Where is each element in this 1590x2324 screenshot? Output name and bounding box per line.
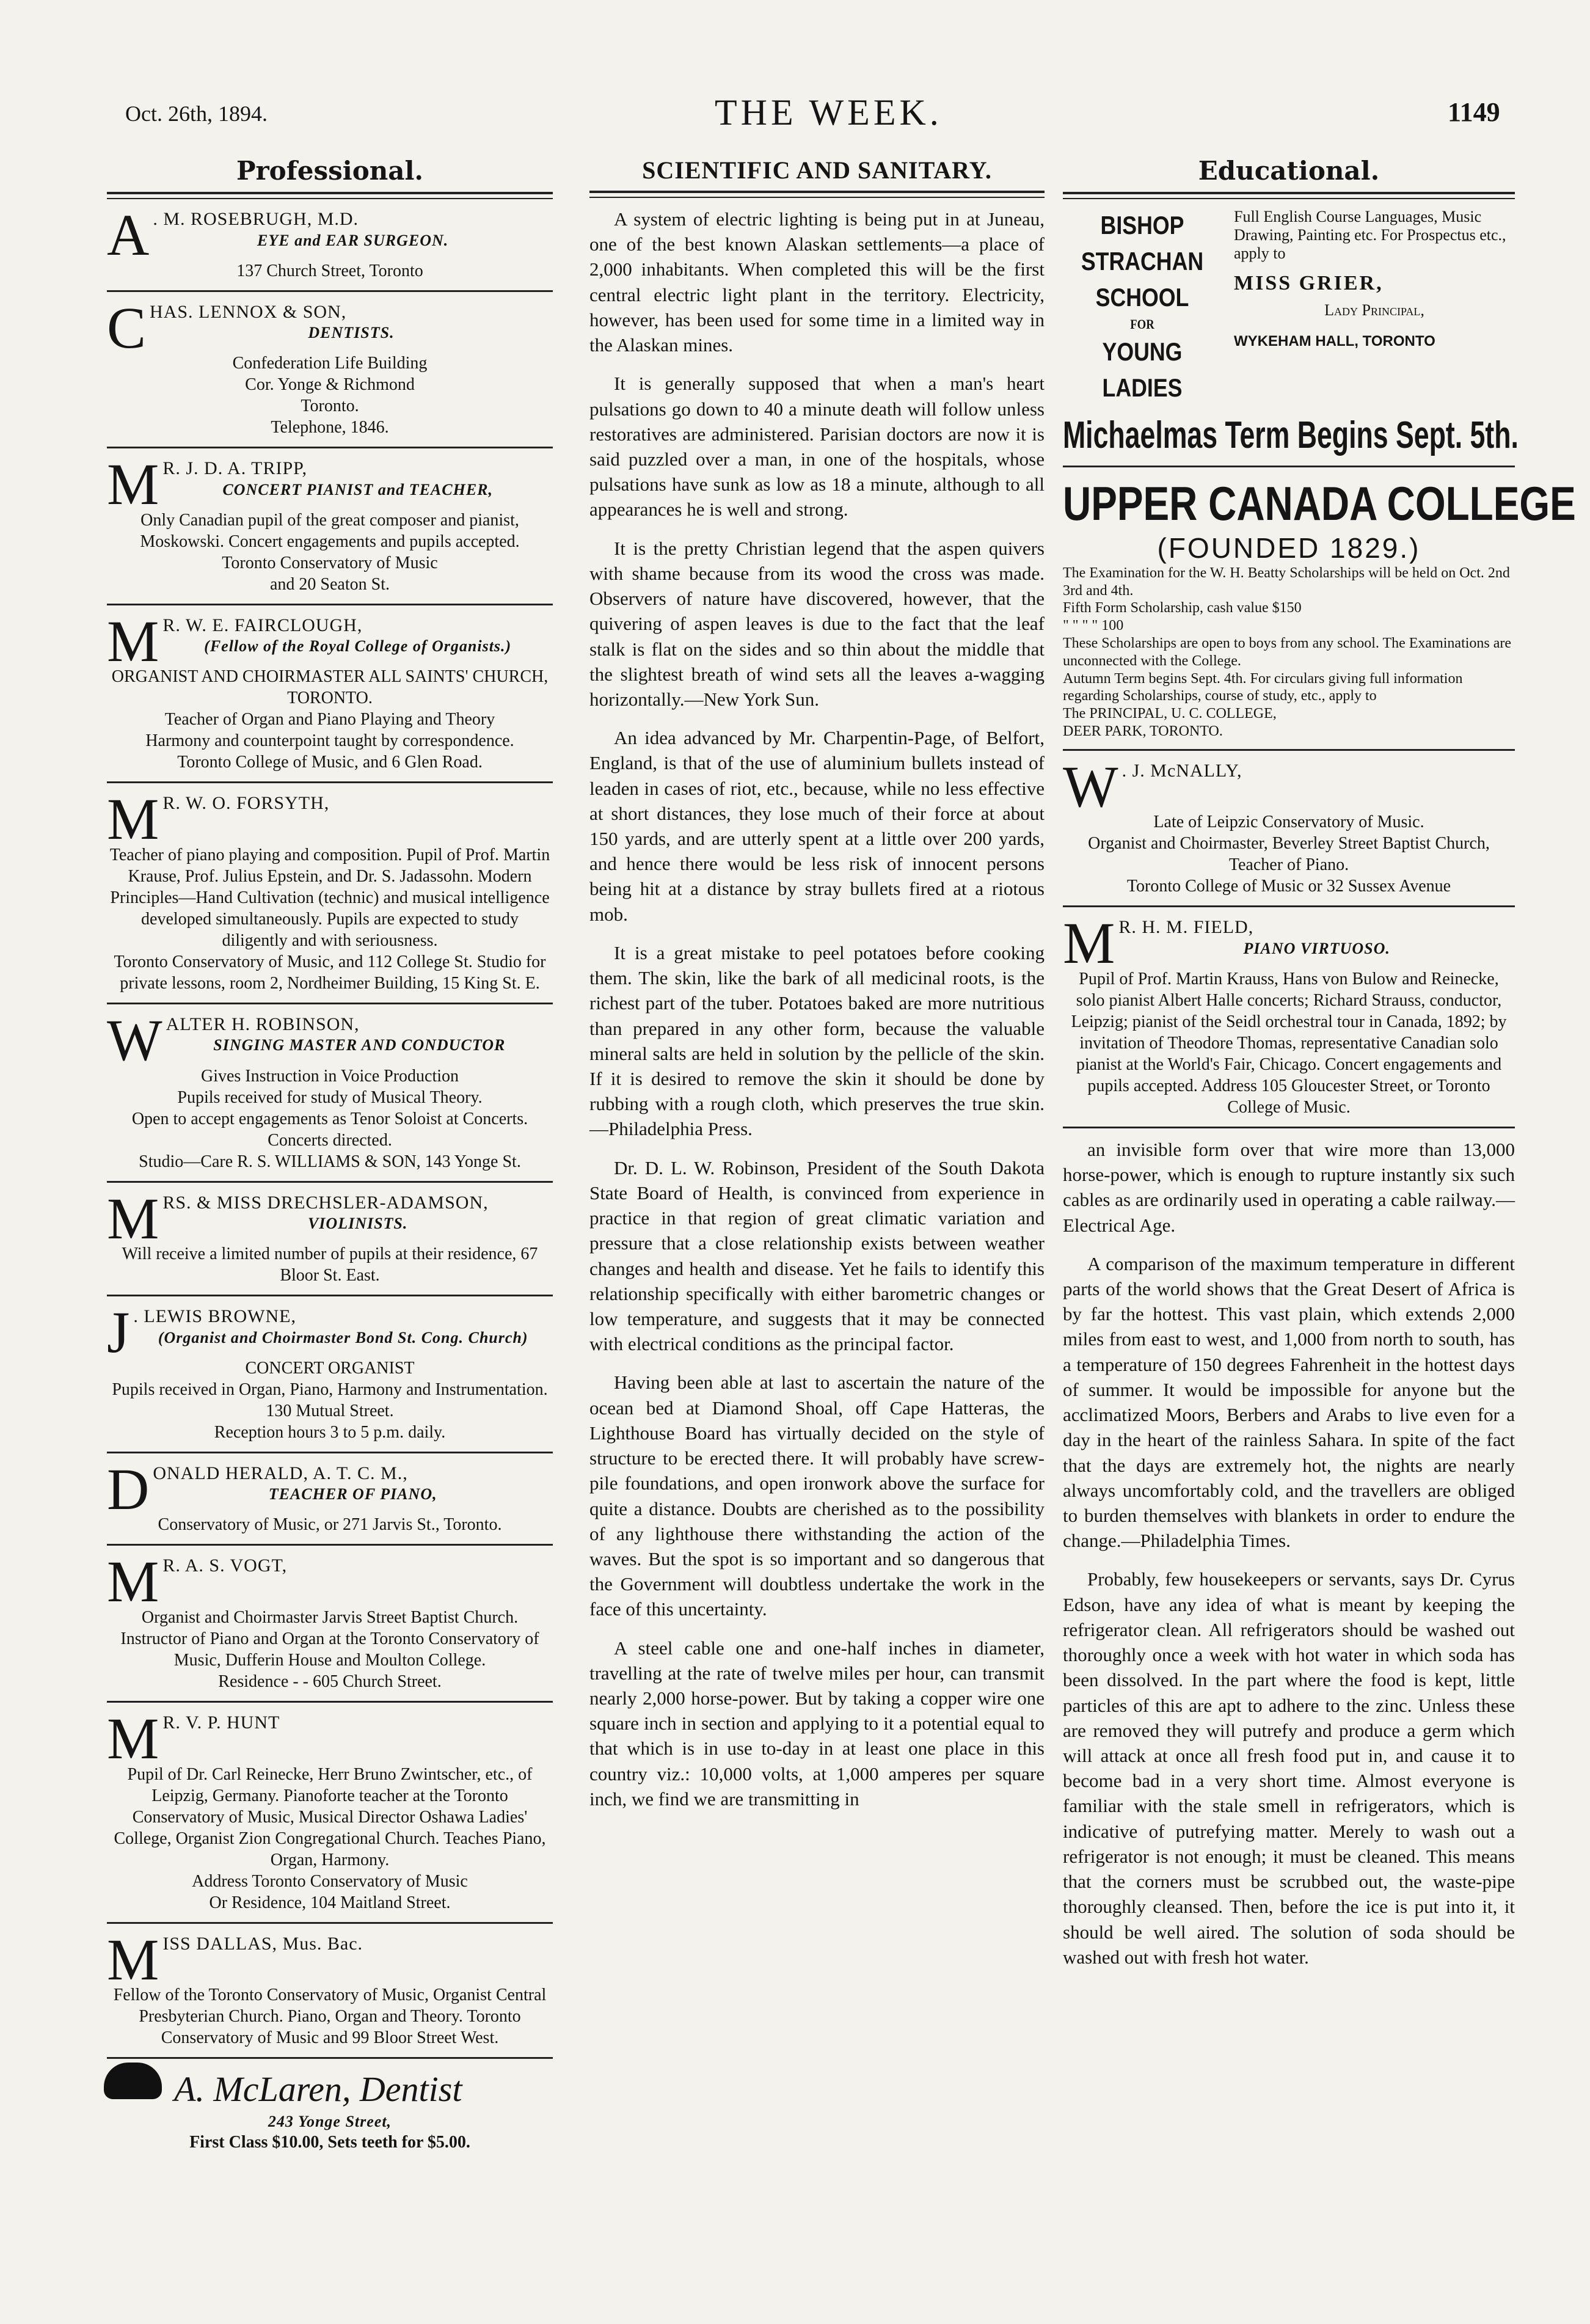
card-initial: W [1063,753,1118,819]
school-name-line: SCHOOL [1095,282,1189,312]
card-subtitle: PIANO VIRTUOSO. [1243,939,1390,957]
card-line: Organist and Choirmaster Jarvis Street Baptist Church. [141,1607,519,1627]
card-initial: M [107,1185,159,1251]
divider [107,192,553,199]
card-line: Reception hours 3 to 5 p.m. daily. [214,1422,446,1442]
ucc-line: Autumn Term begins Sept. 4th. For circulars giving full information regarding Scholarships, course of study, etc., apply to [1063,670,1463,704]
card-line: Studio—Care R. S. WILLIAMS & SON, 143 Yonge St. [139,1152,521,1171]
card-line: Pupils received for study of Musical Theory. [177,1087,483,1107]
dentures-image [104,2063,162,2099]
ucc-title: UPPER CANADA COLLEGE [1063,476,1576,530]
school-role: Lady Principal, [1324,301,1424,319]
ucc-ad [1063,476,1576,740]
school-name-line: STRACHAN [1081,246,1204,276]
divider [107,1003,553,1004]
divider [107,1452,553,1453]
professional-card [107,294,553,439]
card-line: Organist and Choirmaster, Beverley Street Baptist Church, Teacher of Piano. [1088,834,1490,875]
dentist-address: 243 Yonge Street, [268,2112,392,2130]
professional-column [107,156,553,2157]
card-line: Instructor of Piano and Organ at the Toronto Conservatory of Music, Dufferin House and Moulton College. [120,1629,539,1670]
card-line: Toronto Conservatory of Music [222,553,438,572]
card-line: Fellow of the Toronto Conservatory of Music, Organist Central Presbyterian Church. Piano, Organ and Theory. Toronto Conservatory of Music and 99 Bloor Street West. [113,1986,547,2048]
card-line: Cor. Yonge & Richmond [245,375,415,395]
card-line: 137 Church Street, Toronto [236,261,423,280]
card-subtitle: TEACHER OF PIANO, [268,1485,437,1504]
card-subtitle: (Fellow of the Royal College of Organists.) [204,637,512,656]
card-initial: M [107,608,159,674]
divider [107,604,553,605]
card-line: Toronto. [301,396,359,416]
card-line: Toronto College of Music, and 6 Glen Road. [177,753,483,772]
professional-card [107,451,553,595]
ucc-line: These Scholarships are open to boys from any school. The Examinations are unconnected with the College. [1063,635,1512,669]
dentist-price: First Class $10.00, Sets teeth for $5.00. [189,2133,470,2152]
card-line: Only Canadian pupil of the great composer and pianist, Moskowski. Concert engagements and pupils accepted. [140,510,520,551]
dentist-ad [107,2067,553,2153]
card-line: Late of Leipzic Conservatory of Music. [1153,813,1424,832]
card-subtitle: DENTISTS. [308,324,395,342]
card-subtitle: CONCERT PIANIST and TEACHER, [222,480,493,499]
professional-card [107,1705,553,1913]
ucc-line: DEER PARK, TORONTO. [1063,723,1223,739]
card-line: Will receive a limited number of pupils at their residence, 67 Bloor St. East. [122,1244,538,1285]
divider [107,2057,553,2059]
school-name [1075,208,1210,406]
divider [1063,192,1515,199]
card-line: Residence - - 605 Church Street. [218,1672,442,1691]
card-name: R. H. M. FIELD, [1118,917,1254,938]
card-line: and 20 Seaton St. [270,574,390,594]
article-paragraph: It is a great mistake to peel potatoes before cooking them. The skin, like the bark of all medicinal roots, is the richest part of the tuber. Potatoes baked are more nutritious than prepared in any other form, because the valuable mineral salts are held in solution by the pellicle of the skin. If it is desired to remove the skin it should be done by rubbing with a rough cloth, which preserves the true skin.—Philadelphia Press. [589,941,1045,1140]
card-name: R. A. S. VOGT, [162,1555,288,1576]
divider [107,1544,553,1546]
card-name: R. J. D. A. TRIPP, [162,458,308,479]
professional-card [107,786,553,994]
school-name-line: YOUNG LADIES [1102,337,1183,402]
school-place: WYKEHAM HALL, TORONTO [1234,332,1435,349]
divider [107,447,553,448]
card-line: Confederation Life Building [232,354,428,373]
card-line: Harmony and counterpoint taught by correspondence. [145,731,514,751]
card-line: Conservatory of Music, or 271 Jarvis St., Toronto. [158,1515,502,1535]
divider [1063,1127,1515,1128]
card-line: Telephone, 1846. [271,418,389,437]
divider [1063,749,1515,751]
card-line: Pupils received in Organ, Piano, Harmony and Instrumentation. 130 Mutual Street. [112,1379,548,1420]
school-name-line: FOR [1130,316,1154,332]
school-details [1234,208,1515,406]
divider [107,1922,553,1924]
term-notice: Michaelmas Term Begins Sept. 5th. [1063,414,1519,456]
school-desc: Full English Course Languages, Music Drawing, Painting etc. For Prospectus etc., apply to [1234,208,1506,262]
card-initial: C [107,294,147,360]
card-name: R. W. O. FORSYTH, [162,793,330,814]
card-initial: W [107,1007,162,1073]
card-line: Teacher of Organ and Piano Playing and Theory [164,710,495,729]
card-line: Address Toronto Conservatory of Music [192,1871,468,1891]
article-paragraph: Probably, few housekeepers or servants, says Dr. Cyrus Edson, have any idea of what is meant by keeping the refrigerator clean. All refrigerators should be washed out thoroughly once a week with hot water in which soda has been dissolved. In the part where the food is kept, little particles of this are apt to adhere to the zinc. Unless these are removed they will putrefy and produce a germ which will attack at once all fresh food put in, and cause it to become bad in a very short time. Almost everyone is familiar with the stale smell in refrigerators, which is indicative of putrefying matter. Merely to wash out a refrigerator is not enough; it must be cleaned. This means that the corners must be scrubbed out, the waste-pipe thoroughly cleansed. Then, before the ice is put into it, it should be well aired. The solution of soda should be washed out with fresh hot water. [1063,1568,1515,1968]
professional-heading: Professional. [236,156,424,186]
card-subtitle: VIOLINISTS. [307,1215,408,1233]
professional-card [107,608,553,773]
card-subtitle: SINGING MASTER AND CONDUCTOR [213,1036,506,1054]
ucc-line: Fifth Form Scholarship, cash value $150 [1063,600,1302,616]
card-line: Toronto Conservatory of Music, and 112 College St. Studio for private lessons, room 2, Nordheimer Building, 15 King St. E. [114,952,546,993]
card-name: RS. & MISS DRECHSLER-ADAMSON, [162,1192,489,1213]
card-name: ISS DALLAS, Mus. Bac. [162,1933,363,1954]
scientific-articles [589,206,1045,1811]
article-paragraph: Dr. D. L. W. Robinson, President of the South Dakota State Board of Health, is convinced from experience in practice in that region of great climatic variation and pressure that a close relationship exists between weather changes and health and disease. Yet he fails to identify this relationship specifically with either barometric changes or low temperature, and suggests that it may be connected with electrical conditions as the principal factor. [589,1157,1045,1355]
card-initial: M [107,451,159,517]
card-initial: M [107,786,159,852]
card-initial: J [107,1299,130,1365]
right-articles [1063,1137,1515,1970]
card-name: R. W. E. FAIRCLOUGH, [162,615,363,635]
card-line: Pupil of Dr. Carl Reinecke, Herr Bruno Zwintscher, etc., of Leipzig, Germany. Pianoforte teacher at the Toronto Conservatory of Music, Musical Director Oshawa Ladies' College, Organist Zion Congregational Church. Teaches Piano, Organ, Harmony. [114,1764,546,1869]
educational-column [1063,156,1576,1983]
school-name-line: BISHOP [1100,211,1184,239]
divider [107,781,553,783]
divider [107,290,553,292]
professional-card [107,1185,553,1287]
article-paragraph: An idea advanced by Mr. Charpentin-Page, of Belfort, England, is that of the use of aluminium bullets instead of leaden in cases of riot, etc., because, while no less effective at short distances, they lose much of their force at about 150 yards, and are utterly spent at a little over 200 yards, and hence there would be less risk of innocent persons being hit at a distance by stray bullets fired at a riotous mob. [589,727,1045,925]
page-number: 1149 [1448,97,1500,127]
professional-cards [107,202,553,2059]
card-initial: M [107,1705,159,1771]
ucc-line: The Examination for the W. H. Beatty Scholarships will be held on Oct. 2nd 3rd and 4th. [1063,565,1510,599]
professional-card [107,202,553,282]
divider [107,1295,553,1296]
scientific-heading: SCIENTIFIC AND SANITARY. [642,156,992,184]
professional-card [107,1456,553,1536]
professional-card [1063,910,1515,1118]
ucc-founded: (FOUNDED 1829.) [1157,532,1421,564]
card-line: Pupil of Prof. Martin Krauss, Hans von Bulow and Reinecke, solo pianist Albert Halle concerts; Richard Strauss, conductor, Leipzig; pianist of the Seidl orchestral tour in Canada, 1892; by invitation of Theodore Thomas, representative Canadian solo pianist at the World's Fair, Chicago. Concert engagements and pupils accepted. Address 105 Gloucester Street, or Toronto College of Music. [1071,969,1507,1117]
card-initial: M [107,1549,159,1615]
article-paragraph: A comparison of the maximum temperature in different parts of the world shows that the Great Desert of Africa is by far the hottest. This vast plain, which extends 2,000 miles from east to west, and 1,000 from north to south, has a temperature of 150 degrees Fahrenheit in the hottest days of summer. It would be impossible for anyone but the acclimatized Moors, Berbers and Arabs to live even for a day in the heart of the rainless Sahara. In spite of the fact that the days are extremely hot, the nights are nearly always uncomfortably cold, and the travellers are obliged to burden themselves with blankets in order to endure the change.—Philadelphia Times. [1063,1252,1515,1552]
divider [1063,905,1515,907]
card-line: Open to accept engagements as Tenor Soloist at Concerts. [131,1109,528,1128]
bishop-strachan-ad [1063,208,1515,406]
professional-card [1063,753,1515,897]
ucc-details [1063,565,1515,740]
card-subtitle: EYE and EAR SURGEON. [257,231,449,249]
ucc-line: " " " " 100 [1063,618,1124,634]
card-name: . J. McNALLY, [1121,760,1242,781]
school-contact: MISS GRIER, [1234,271,1384,294]
card-name: . M. ROSEBRUGH, M.D. [153,209,359,229]
card-name: R. V. P. HUNT [162,1712,280,1733]
article-paragraph: It is generally supposed that when a man's heart pulsations go down to 40 a minute death will follow unless restoratives are administered. Parisian doctors are now it is said puzzled over a man, in one of the hospitals, whose pulsations have sunk as low as 18 a minute, although to all appearances he is well and strong. [589,373,1045,521]
issue-date: Oct. 26th, 1894. [125,101,268,126]
article-paragraph: an invisible form over that wire more than 13,000 horse-power, which is enough to rupture instantly six such cables as are ordinarily used in operating a cable railway.—Electrical Age. [1063,1138,1515,1236]
professional-card [107,1299,553,1443]
dentist-name: A. McLaren, Dentist [174,2069,462,2110]
divider [107,1701,553,1703]
ucc-line: The PRINCIPAL, U. C. COLLEGE, [1063,706,1277,722]
publication-title: THE WEEK. [715,92,943,133]
card-name: ONALD HERALD, A. T. C. M., [153,1463,408,1483]
educational-heading: Educational. [1198,156,1380,186]
card-initial: M [107,1926,159,1992]
card-line: CONCERT ORGANIST [245,1358,415,1378]
article-paragraph: A system of electric lighting is being put in at Juneau, one of the best known Alaskan settlements—a place of 2,000 inhabitants. When completed this will be the first central electric light plant in the territory. Electricity, however, has been used for some time in a limited way in the Alaskan mines. [589,208,1045,356]
card-line: ORGANIST AND CHOIRMASTER ALL SAINTS' CHURCH, TORONTO. [111,667,549,708]
divider [589,191,1045,198]
card-name: HAS. LENNOX & SON, [150,301,347,322]
card-line: Teacher of piano playing and composition. Pupil of Prof. Martin Krause, Prof. Julius Epstein, and Dr. S. Jadassohn. Modern Principles—Hand Cultivation (technic) and musical intelligence developed simultaneously. Pupils are expected to study diligently and with seriousness. [109,845,550,950]
card-name: . LEWIS BROWNE, [133,1306,296,1327]
card-initial: D [107,1456,150,1522]
card-name: ALTER H. ROBINSON, [166,1014,360,1034]
card-line: Toronto College of Music or 32 Sussex Avenue [1126,877,1451,896]
professional-card [107,1549,553,1692]
professional-card [107,1926,553,2049]
card-line: Gives Instruction in Voice Production [200,1066,459,1086]
divider [1063,466,1515,467]
card-initial: A [107,202,150,268]
divider [107,1181,553,1183]
card-subtitle: (Organist and Choirmaster Bond St. Cong. Church) [158,1328,528,1347]
educational-cards [1063,753,1515,1128]
scientific-column [589,156,1045,1825]
card-line: Concerts directed. [268,1130,392,1150]
article-paragraph: Having been able at last to ascertain the nature of the ocean bed at Diamond Shoal, off Cape Hatteras, the Lighthouse Board has virtually decided on the style of structure to be erected there. It will probably have screw-pile foundations, and open ironwork above the surface for quite a distance. Doubts are cherished as to the possibility of any lighthouse there withstanding the action of the waves. But the spot is so important and so dangerous that the Government will doubtless undertake the work in the face of this uncertainty. [589,1372,1045,1620]
article-paragraph: It is the pretty Christian legend that the aspen quivers with shame because from its wood the cross was made. Observers of nature have discovered, however, that the quivering of aspen leaves is due to the fact that the leaf stalk is flat on the sides and so thin about the middle that the slightest breath of wind sets all the leaves a-wagging horizontally.—New York Sun. [589,537,1045,710]
article-paragraph: A steel cable one and one-half inches in diameter, travelling at the rate of twelve miles per hour, can transmit nearly 2,000 horse-power. But by taking a copper wire one square inch in section and applying to it a potential equal to that which is in use to-day in at least one place in this country viz.: 10,000 volts, at 1,000 amperes per square inch, we find we are transmitting in [589,1637,1045,1810]
card-initial: M [1063,910,1115,976]
card-line: Or Residence, 104 Maitland Street. [209,1893,451,1912]
professional-card [107,1007,553,1172]
